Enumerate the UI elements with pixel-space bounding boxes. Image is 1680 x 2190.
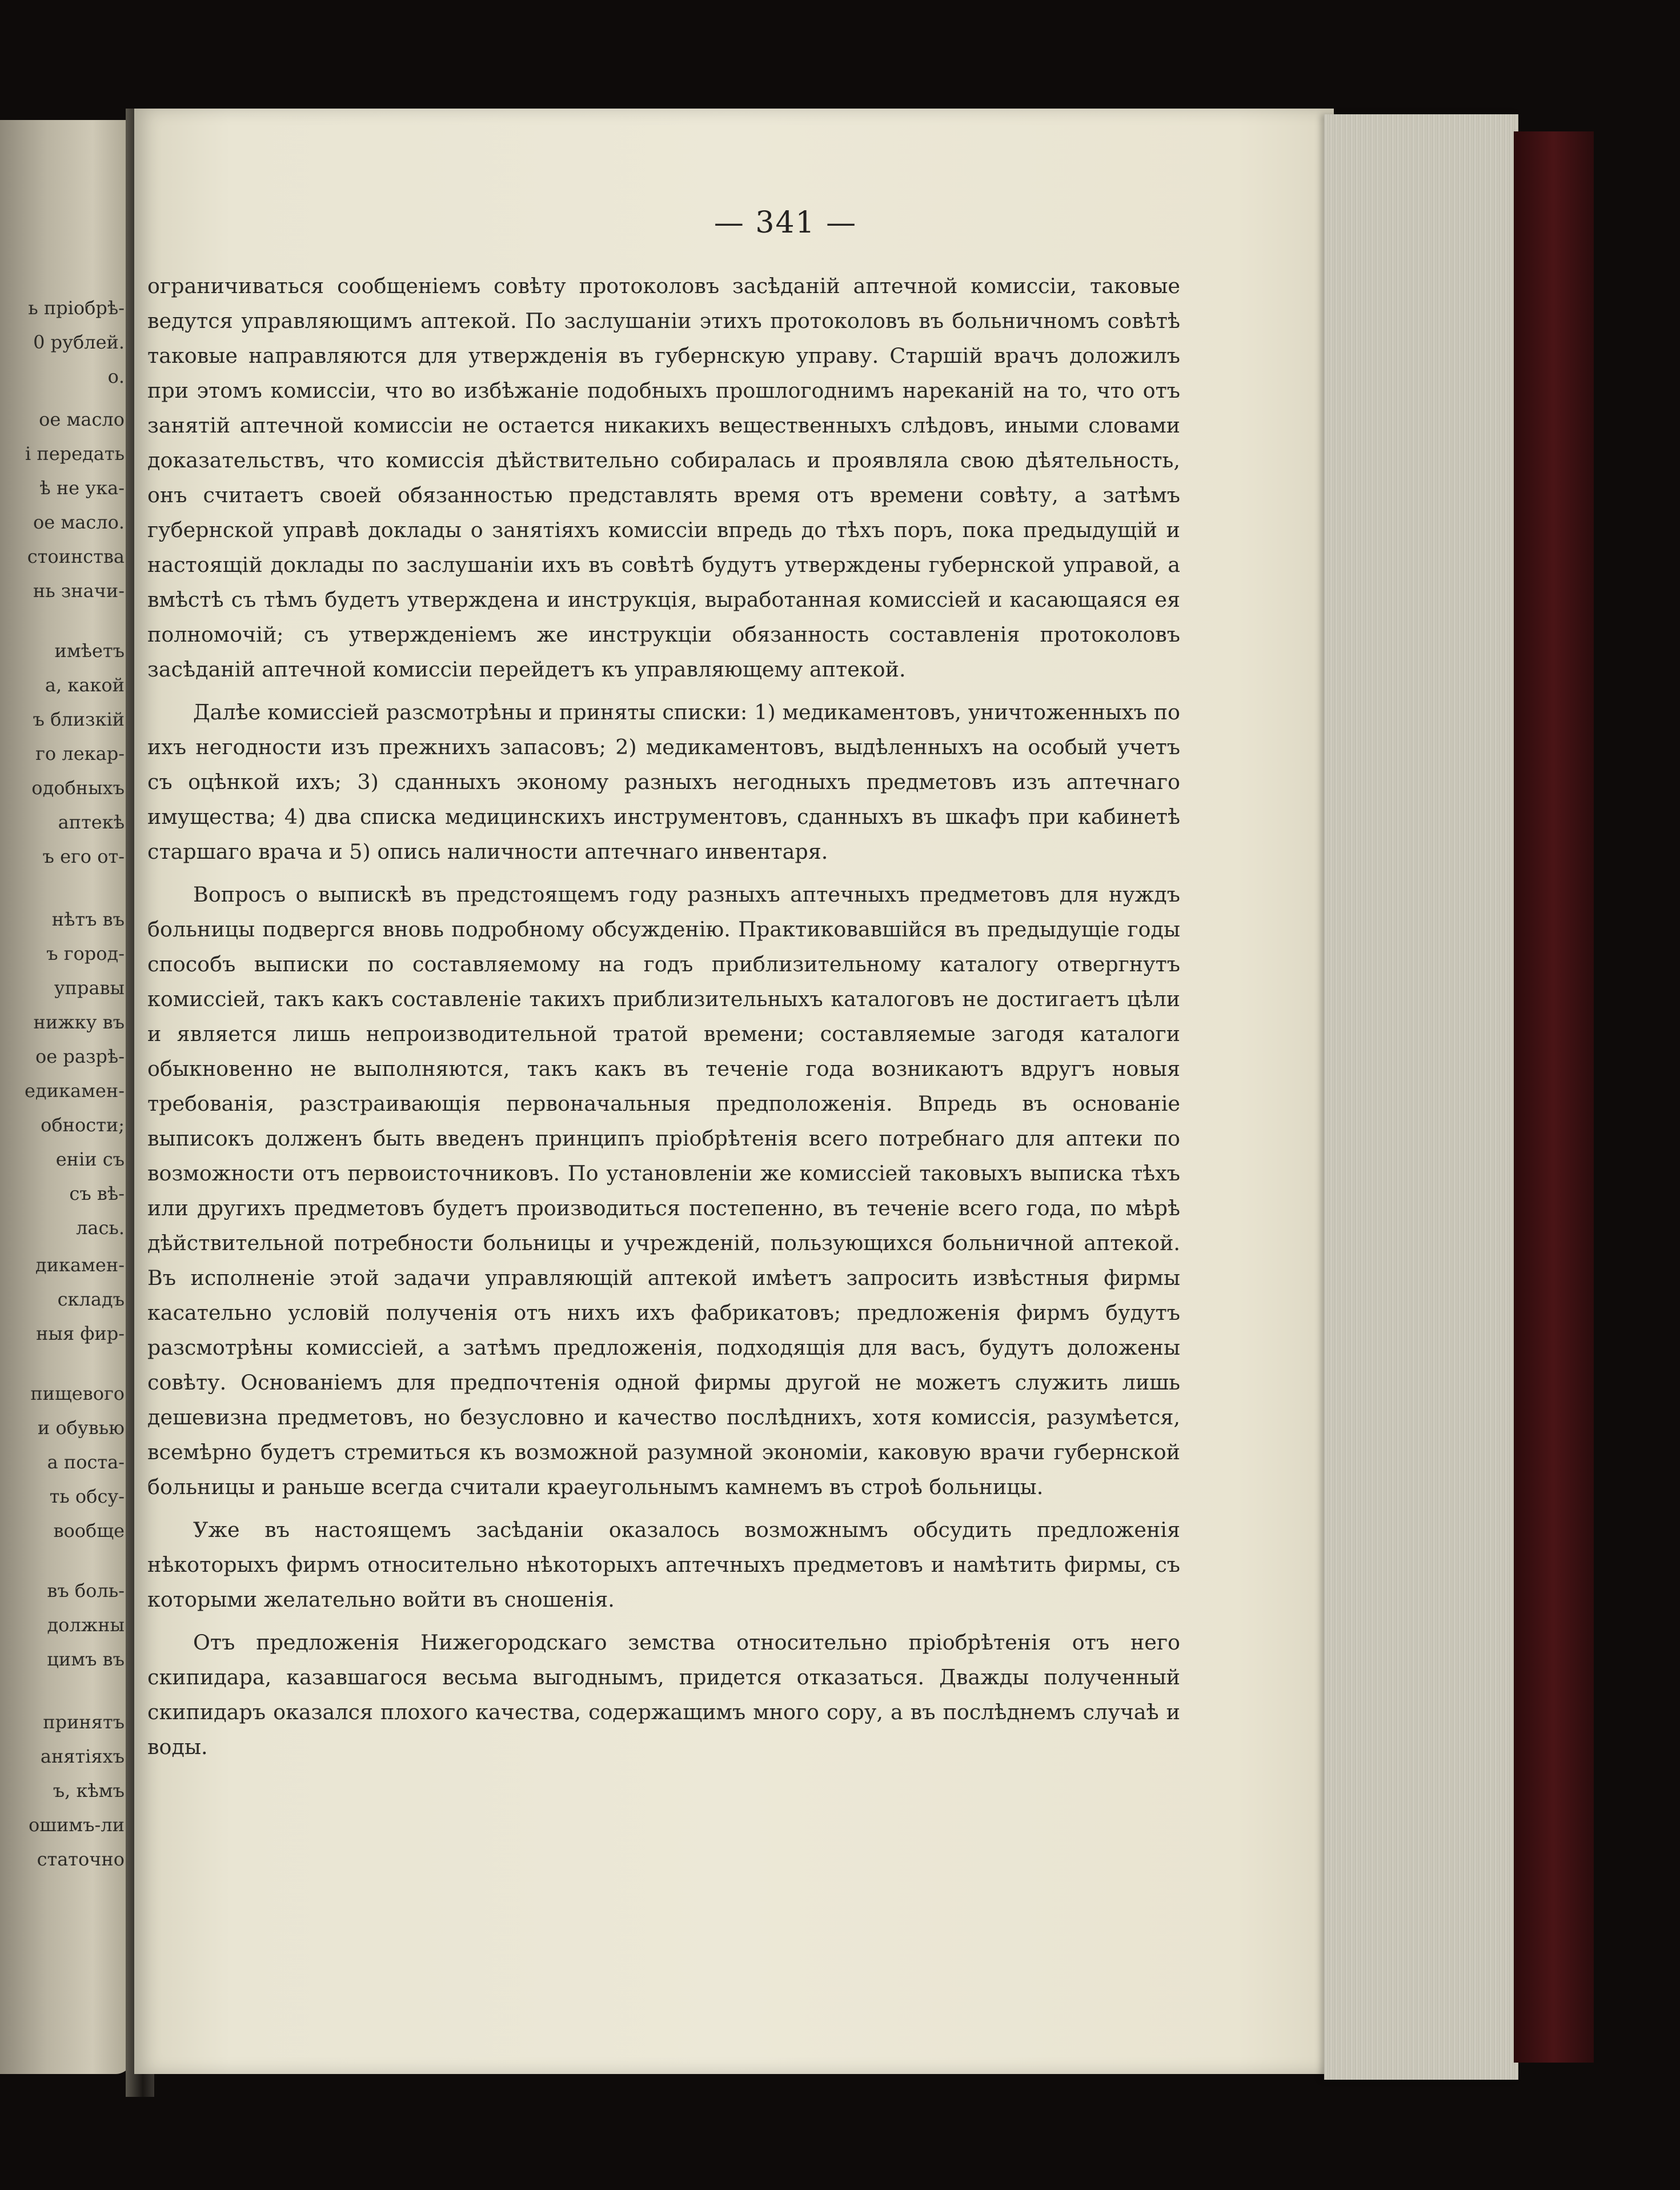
- left-page-line: цимъ въ: [47, 1648, 125, 1670]
- left-page-line: стоинства: [27, 546, 125, 567]
- paragraph: Отъ предложенія Нижегородскаго земства относительно пріобрѣтенія отъ него скипидара, казавшагося весьма выгоднымъ, придется отказаться. Дважды полученный скипидаръ оказался плохого качества, содержащимъ много сору, а въ послѣднемъ случаѣ и воды.: [147, 1630, 1180, 1759]
- left-page-line: ое масло.: [33, 511, 125, 533]
- left-page-line: о.: [107, 366, 125, 387]
- left-page-line: статочно: [37, 1848, 125, 1870]
- paragraph: ограничиваться сообщеніемъ совѣту протоколовъ засѣданій аптечной комиссіи, таковые ведутся управляющимъ аптекой. По заслушаніи этихъ протоколовъ въ больничномъ совѣтѣ таковые направляются для утвержденія въ губернскую управу. Старшій врачъ доложилъ при этомъ комиссіи, что во избѣжаніе подобныхъ прошлогоднимъ нареканій на то, что отъ занятій аптечной комиссіи не остается никакихъ вещественныхъ слѣдовъ, иными словами доказательствъ, что комиссія дѣйствительно собиралась и проявляла свою дѣятельность, онъ считаетъ своей обязанностью представлять время отъ времени совѣту, а затѣмъ губернской управѣ доклады о занятіяхъ комиссіи впредь до тѣхъ поръ, пока предыдущій и настоящій доклады по заслушаніи ихъ въ совѣтѣ будутъ утверждены губернской управой, а вмѣстѣ съ тѣмъ будетъ утверждена и инструкція, выработанная комиссіей и касающаяся ея полномочій; съ утвержденіемъ же инструкціи обязанность составленія протоколовъ засѣданій аптечной комиссіи перейдетъ къ управляющему аптекой.: [147, 274, 1180, 682]
- left-page-line: едикамен-: [24, 1080, 125, 1102]
- left-page-line: а, какой: [45, 674, 125, 696]
- left-page-line: ъ, кѣмъ: [53, 1780, 125, 1801]
- left-page-line: складъ: [57, 1288, 125, 1310]
- left-page-line: го лекар-: [35, 743, 125, 764]
- left-page-line: имѣетъ: [54, 640, 125, 662]
- left-page-line: лась.: [76, 1217, 125, 1239]
- left-page-line: принятъ: [43, 1711, 125, 1733]
- left-page-line: ъ город-: [46, 943, 125, 964]
- page-number: — 341 —: [713, 206, 857, 240]
- left-page-line: одобныхъ: [31, 777, 125, 799]
- left-page-line: нѣтъ въ: [51, 908, 125, 930]
- left-page-line: 0 рублей.: [33, 331, 125, 353]
- left-page-line: а поста-: [47, 1451, 125, 1473]
- left-page-line: вообще: [53, 1520, 125, 1542]
- book-cover: [1514, 131, 1594, 2063]
- left-page-line: нь значи-: [33, 580, 125, 602]
- left-page-line: ошимъ-ли: [28, 1814, 125, 1836]
- left-page-line: і передать: [25, 443, 125, 465]
- left-page-line: ъ близкій: [33, 708, 125, 730]
- left-page-line: обности;: [41, 1114, 125, 1136]
- left-page-line: въ боль-: [47, 1580, 125, 1602]
- left-page-line: ть обсу-: [49, 1486, 125, 1507]
- left-page-line: еніи съ: [55, 1148, 125, 1170]
- left-page-line: пищевого: [30, 1383, 125, 1404]
- left-page-line: дикамен-: [35, 1254, 125, 1276]
- left-page-line: управы: [54, 977, 125, 999]
- paragraph: Уже въ настоящемъ засѣданіи оказалось возможнымъ обсудить предложенія нѣкоторыхъ фирмъ относительно нѣкоторыхъ аптечныхъ предметовъ и намѣтить фирмы, съ которыми желательно войти въ сношенія.: [147, 1518, 1180, 1612]
- left-page-line: ое масло: [39, 409, 125, 430]
- left-page-line: ь пріобрѣ-: [28, 297, 125, 319]
- left-page-line: ое разрѣ-: [35, 1046, 125, 1067]
- left-page-line: ныя фир-: [36, 1323, 125, 1344]
- left-page-line: нижку въ: [33, 1011, 125, 1033]
- left-page-line: аптекѣ: [58, 811, 125, 833]
- paragraph: Далѣе комиссіей разсмотрѣны и приняты списки: 1) медикаментовъ, уничтоженныхъ по ихъ негодности изъ прежнихъ запасовъ; 2) медикаментовъ, выдѣленныхъ на особый учетъ съ оцѣнкой ихъ; 3) сданныхъ эконому разныхъ негодныхъ предметовъ изъ аптечнаго имущества; 4) два списка медицинскихъ инструментовъ, сданныхъ въ шкафъ при кабинетѣ старшаго врача и 5) опись наличности аптечнаго инвентаря.: [147, 700, 1180, 864]
- left-page-line: и обувью: [37, 1417, 125, 1439]
- left-page-line: съ вѣ-: [69, 1183, 125, 1204]
- paragraph: Вопросъ о выпискѣ въ предстоящемъ году разныхъ аптечныхъ предметовъ для нуждъ больницы подвергся вновь подробному обсужденію. Практиковавшійся въ предыдущіе годы способъ выписки по составляемому на годъ приблизительному каталогу отвергнутъ комиссіей, такъ какъ составленіе такихъ приблизительныхъ каталоговъ не достигаетъ цѣли и является лишь непроизводительной тратой времени; составляемые загодя каталоги обыкновенно не выполняются, такъ какъ въ теченіе года возникаютъ вдругъ новыя требованія, разстраивающія первоначальныя предположенія. Впредь въ основаніе выписокъ долженъ быть введенъ принципъ пріобрѣтенія всего потребнаго для аптеки по возможности отъ первоисточниковъ. По установленіи же комиссіей таковыхъ выписка тѣхъ или другихъ предметовъ будетъ производиться постепенно, въ теченіе всего года, по мѣрѣ дѣйствительной потребности больницы и учрежденій, пользующихся больничной аптекой. Въ исполненіе этой задачи управляющій аптекой имѣетъ запросить извѣстныя фирмы касательно условій полученія отъ нихъ ихъ фабрикатовъ; предложенія фирмъ будутъ разсмотрѣны комиссіей, а затѣмъ предложенія, подходящія для васъ, будутъ доложены совѣту. Основаніемъ для предпочтенія одной фирмы другой не можетъ служить лишь дешевизна предметовъ, но безусловно и качество послѣднихъ, хотя комиссія, разумѣется, всемѣрно будетъ стремиться къ возможной разумной экономіи, каковую врачи губернской больницы и раньше всегда считали краеугольнымъ камнемъ въ строѣ больницы.: [147, 882, 1180, 1499]
- previous-page-fragment: [0, 120, 133, 2074]
- page-edges: [1324, 114, 1518, 2080]
- left-page-line: анятіяхъ: [40, 1745, 125, 1767]
- left-page-line: ъ его от-: [42, 846, 125, 867]
- page-body: [147, 269, 1180, 1772]
- left-page-line: должны: [47, 1614, 125, 1636]
- left-page-line: ѣ не ука-: [39, 477, 125, 499]
